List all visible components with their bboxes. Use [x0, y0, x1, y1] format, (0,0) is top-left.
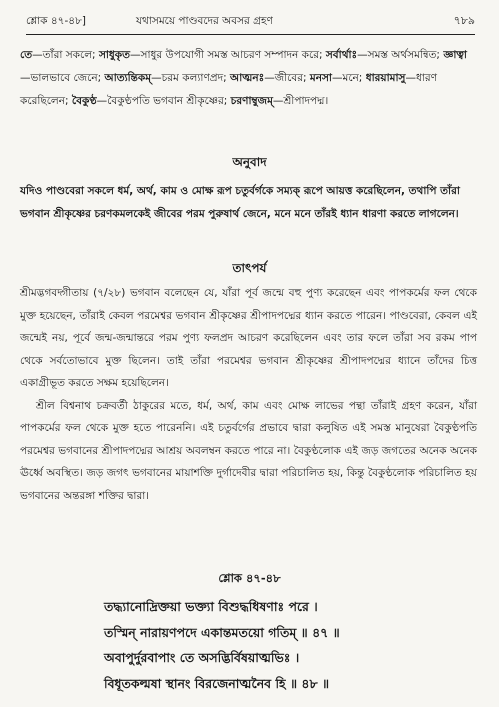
synonym-meaning: —ধারণ করেছিলেন;: [20, 71, 437, 107]
synonym-term: আত্যন্তিকম্: [104, 71, 152, 84]
translation-text: যদিও পাণ্ডবেরা সকলে ধর্ম, অর্থ, কাম ও মোক্ষ রূপ চতুর্বর্গকে সম্যক্ রূপে আয়ত্ত করেছিলেন, তথাপি তাঁরা ভগবান শ্রীকৃষ্ণের চরণকমলকেই জীবের পরম পুরুষার্থ জেনে, মনে মনে তাঁরই ধ্যান ধারণা করতে লাগলেন।: [20, 185, 460, 220]
synonym-term: জ্ঞাত্বা: [443, 49, 467, 61]
header-chapter-title: যথাসময়ে পাণ্ডবদের অবসর গ্রহণ: [136, 15, 273, 27]
header-verse-ref: শ্লোক ৪৭-৪৮]: [26, 15, 86, 27]
synonym-term: বৈকুণ্ঠ: [71, 94, 97, 107]
synonym-meaning: —ভালভাবে জেনে;: [20, 71, 105, 84]
synonym-meaning: —চরম কল্যাণপ্রদ;: [151, 71, 231, 84]
verse-title: শ্লোক ৪৭-৪৮: [218, 571, 281, 585]
sanskrit-verse: [104, 594, 489, 696]
synonym-term: ধারয়ামাসু: [365, 71, 406, 84]
synonym-term: মনসা: [309, 71, 332, 84]
purport-title: তাৎপর্য: [232, 261, 267, 275]
synonym-meaning: —সাধুর উপযোগী সমস্ত আচরণ সম্পাদন করে;: [130, 49, 326, 61]
synonyms-paragraph: [20, 44, 477, 112]
purport-text: [20, 282, 477, 507]
purport-paragraph-2-text: শ্রীল বিশ্বনাথ চক্রবর্তী ঠাকুরের মতে, ধর্ম, অর্থ, কাম এবং মোক্ষ লাভের পন্থা তাঁরাই গ্রহণ করেন, যাঁরা পাপকর্মের ফল থেকে মুক্ত হতে পারেননি। এই চতুর্বর্গের প্রভাবে দ্বারা কলুষিত এই সমস্ত মানুষেরা বৈকুণ্ঠপতি পরমেশ্বর ভগবানের শ্রীপাদপদ্মের আশ্রয় অবলম্বন করতে পারে না। বৈকুণ্ঠলোক এই জড় জগতের অনেক অনেক ঊর্ধ্বে অবস্থিত। জড় জগৎ ভগবানের মায়াশক্তি দুর্গাদেবীর দ্বারা পরিচালিত হয়, কিন্তু বৈকুণ্ঠলোক পরিচালিত হয় ভগবানের অন্তরঙ্গা শক্তির দ্বারা।: [20, 399, 477, 502]
verse-line: বিধূতকল্মষা স্থানং বিরজেনাত্মনৈব হি ॥ ৪৮ ॥: [104, 675, 330, 691]
page-header: [26, 10, 475, 34]
synonym-meaning: —শ্রীপাদপদ্ম।: [272, 94, 329, 107]
synonym-meaning: —সমস্ত অর্থসমন্বিত;: [357, 49, 444, 61]
synonym-term: আত্মনঃ: [230, 71, 265, 84]
synonym-term: সাধুকৃত: [98, 49, 131, 61]
synonym-meaning: —জীবের;: [264, 71, 310, 84]
page-number: ৭৮৯: [453, 14, 475, 27]
verse-line: অবাপুর্দুরবাপাং তে অসদ্ভির্বিষয়াত্মভিঃ ।: [104, 650, 300, 665]
verse-line: তস্মিন্ নারায়ণপদে একান্তমতয়ো গতিম্ ॥ ৪৭ ॥: [104, 624, 340, 640]
synonym-term: সর্বার্থাঃ: [325, 49, 358, 61]
translation-title: অনুবাদ: [232, 155, 267, 169]
synonym-term: চরণাম্বুজম্: [230, 94, 273, 107]
synonym-meaning: —বৈকুণ্ঠপতি ভগবান শ্রীকৃষ্ণের;: [96, 94, 231, 107]
synonym-term: তে: [20, 49, 33, 61]
purport-paragraph-2: [20, 395, 477, 508]
header-rule: [26, 34, 475, 35]
synonym-meaning: —মনে;: [331, 71, 366, 84]
verse-line: তদ্ধ্যানোদ্রিক্তয়া ভক্ত্যা বিশুদ্ধধিষণাঃ পরে ।: [104, 599, 318, 614]
purport-paragraph-1: শ্রীমদ্ভগবদ্গীতায় (৭/২৮) ভগবান বলেছেন যে, যাঁরা পূর্ব জন্মে বহু পুণ্য করেছেন এবং পাপকর্মের ফল থেকে মুক্ত হয়েছেন, তাঁরাই কেবল পরমেশ্বর ভগবান শ্রীকৃষ্ণের শ্রীপাদপদ্মের ধ্যান করতে পারেন। পাণ্ডবেরা, কেবল এই জন্মেই নয়, পূর্বে জন্ম-জন্মান্তরে পরম পুণ্য ফলপ্রদ আচরণ করেছিলেন এবং তার ফলে তাঁরা সব রকম পাপ থেকে সর্বতোভাবে মুক্ত ছিলেন। তাই তাঁরা পরমেশ্বর ভগবান শ্রীকৃষ্ণের শ্রীপাদপদ্মের ধ্যানে তাঁদের চিত্ত একাগ্রীভূত করতে সক্ষম হয়েছিলেন।: [20, 287, 477, 389]
synonym-meaning: —তাঁরা সকলে;: [32, 49, 99, 61]
